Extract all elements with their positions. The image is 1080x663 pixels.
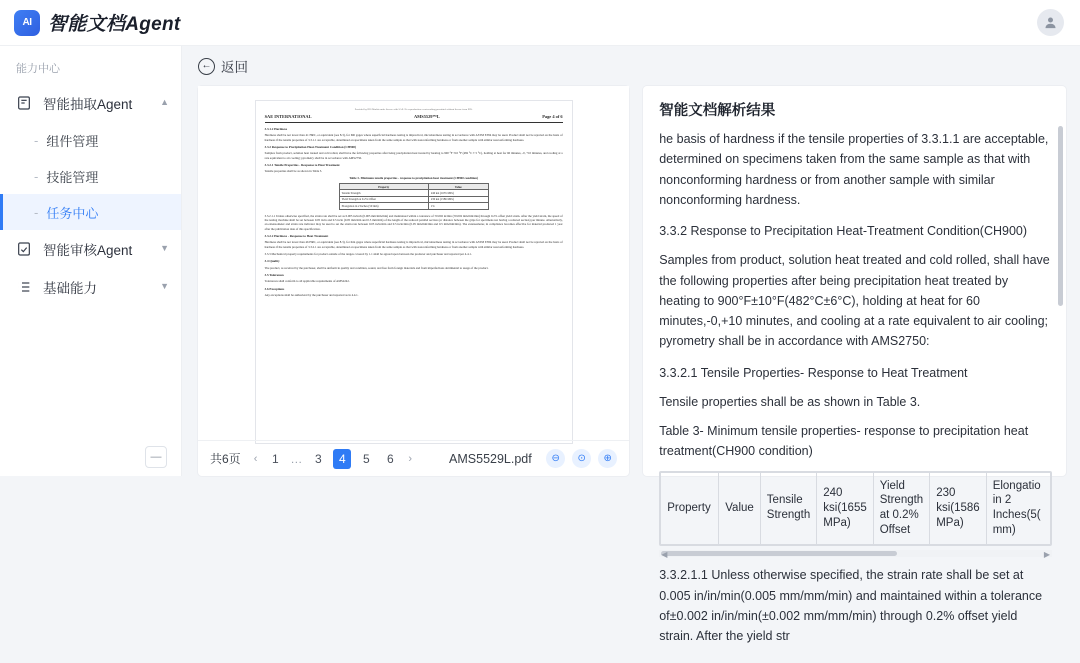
chevron-down-icon: ▼ [160,281,169,291]
document-extract-icon [16,95,34,111]
pdf-paragraph: Hardness shall be not lower than 41 HRC, or equivalent (see 8.3), for Mil gages where superficial hardness testing is impractical, microhardness testing in accordance with ASTM E384 may be used. Product shall not be rejected on the basis of hardness if the tensile properties of 3.3.1.1 are acceptable, determined on specimens taken from the same sample as that with nonconforming hardness or from another sample with similar nonconforming hardness. [264,133,563,142]
table-cell: Yield Strength at 0.2% Offset [339,196,428,202]
document-viewer [198,86,629,476]
app-header [0,0,1080,46]
sidebar-subitem-component-mgmt[interactable] [0,122,181,158]
sidebar-item-base-capability[interactable] [0,268,181,306]
pdf-top-note: Provided by IHS Markit under license with SAE. No reproduction or networking permitted without license from IHS. [354,108,473,111]
pdf-heading: 3.3.2 Response to Precipitation Heat-Treatment Condition (CH900) [264,144,356,149]
pdf-header-right: Page 4 of 6 [542,113,563,119]
page-number-1[interactable]: 1 [272,451,279,466]
result-table [660,472,1051,546]
pdf-heading: 3.3.1.2 Hardness [264,127,288,131]
page-number-3[interactable]: 3 [315,451,322,466]
result-paragraph: 3.3.2.1.1 Unless otherwise specified, the strain rate shall be set at 0.005 in/in/min(0.005 mm/mm/min) and maintained within a tolerance of±0.002 in/in/min(±0.002 mm/mm/min) through 0.2% offset yield strain. After the yield str [659,568,1043,643]
pdf-paragraph: Hardness shall be not lower than 46 HRC, or equivalent (see 8.3), for thin gages where superficial hardness testing is impractical, microhardness testing in accordance with ASTM E384 may be used. Product shall not be rejected on the basis of hardness if the tensile properties of 3.3.2.1 are acceptable, determined on specimens taken from the same sample as that with nonconforming hardness or from another sample with similar nonconforming hardness. [264,240,563,249]
back-button-label: 返回 [221,60,248,75]
pdf-heading: 3.3.2.1 Tensile Properties - Response to Heat Treatment [264,162,340,167]
parse-result-title: 智能文档解析结果 [659,103,776,119]
arrow-left-circle-icon: ← [198,58,215,75]
pdf-page-area[interactable] [198,86,629,440]
table-cell: 240 ksi(1655 MPa) [817,472,873,545]
sidebar [0,46,182,476]
parse-result-panel [643,86,1066,643]
table-cell: Tensile Strength [339,190,428,196]
table-row [661,472,1051,545]
zoom-out-icon[interactable]: ⊖ [546,449,565,468]
table-cell: Elongatio in 2 Inches(5( mm) [986,472,1050,545]
pdf-paragraph: The product, as received by the purchaser, shall be uniform in quality and condition, sound, and free from foreign materials and from imperfections detrimental to usage of the product. [264,265,489,270]
table-cell: Yield Strength at 0.2% Offset [873,472,929,545]
pdf-running-header [265,114,563,123]
sidebar-collapse-button[interactable]: — [145,446,167,468]
main-content [182,46,1080,643]
table-cell: Property [661,472,719,545]
scroll-right-icon[interactable]: ▶ [1043,550,1050,560]
bullet-dash-icon: - [34,132,39,148]
table-cell: 1% [428,203,488,209]
table-cell: Tensile Strength [760,472,816,545]
pdf-paragraph: 3.3.3 Mechanical property requirements for product outside of the ranges covered by 1.1 shall be agreed upon between the producer and purchaser and reported per 4.4.1. [264,252,472,257]
pdf-table [339,183,489,210]
table-header-cell: Value [428,183,488,189]
result-paragraph: 3.3.2.1 Tensile Properties- Response to Heat Treatment [659,365,968,380]
panels [182,86,1080,643]
sidebar-subitem-skill-mgmt[interactable] [0,158,181,194]
pdf-paragraph: 3.3.2.1.1 Unless otherwise specified, the strain rate shall be set as 0.005 in/inch (0.005 mm/mm/min) and maintained within a tolerance of ±0.002 in/min (±0.002 mm/mm/min) through 0.2% offset yield strain. After the yield strain, the speed of the testing machine shall be set between 0.05 in/in and 0.5 in/in (0.05 mm/mm and 0.5 mm/mm) of the length of the reduced parallel section (or distance between the grips for specimens not having a reduced section) per minute. Alternatively, an extensometer and strain rate indicator may be used to set the strain rate between 0.05 in/in/min and 0.5 in/in/min (0.05 mm/mm/min and 0.5 mm/mm/min). The extensometer, in compliance becomes effective for material produced 1 year after the publication date of this specification. [264,213,563,231]
sidebar-subitem-label: 任务中心 [46,205,99,221]
page-number-5[interactable]: 5 [363,451,370,466]
app-body [0,46,1080,643]
table-cell: 230 ksi (1586 MPa) [428,196,488,202]
bullet-dash-icon: - [34,168,39,184]
pdf-table-caption: Table 3- Minimum tensile properties - response to precipitation heat treatment (CH900 condition) [349,176,478,181]
pdf-heading: 3.3.2.2 Hardness - Response to Heat Treatment [264,234,329,239]
pdf-header-mid: AMS5529™L [413,113,440,119]
scrollbar-thumb[interactable] [661,551,897,556]
app-title: 智能文档Agent [48,14,181,35]
base-capability-icon [16,279,34,295]
pdf-paragraph: Samples from product, solution heat treated and cold rolled, shall have the following properties after being precipitation heat treated by heating to 900 °F ±10 °F (482 °C ± 5 °C), holding at heat for 60 minutes, -0, +10 minutes, and cooling at a rate equivalent to air cooling; pyrometry shall be in accordance with AMS2750. [264,151,563,160]
zoom-reset-icon[interactable]: ⊙ [572,449,591,468]
table-row [339,203,488,209]
user-icon [1043,15,1058,30]
pdf-heading: 3.5 Tolerances [264,273,284,278]
chevron-down-icon: ▼ [160,243,169,253]
result-paragraph: he basis of hardness if the tensile properties of 3.3.1.1 are acceptable, determined on specimens taken from the same sample as that with nonconforming hardness or from another sample with similar nonconforming hardness. [659,132,1049,207]
review-icon [16,241,34,257]
table-header-cell: Property [339,183,428,189]
table-cell: 240 ksi (1655 MPa) [428,190,488,196]
chevron-up-icon: ▲ [160,97,169,107]
sidebar-caption: 能力中心 [16,63,60,75]
sidebar-item-label: 基础能力 [43,281,97,296]
scroll-left-icon[interactable]: ◀ [661,550,668,560]
pdf-paragraph: Any exceptions shall be authorized by the purchaser and reported as in 4.4.1. [264,292,359,297]
result-table-horizontal-scrollbar[interactable] [659,550,1052,560]
result-vertical-scrollbar[interactable] [1058,126,1063,306]
zoom-in-icon[interactable]: ⊕ [598,449,617,468]
prev-page-button[interactable]: ‹ [253,452,258,465]
parse-result-body[interactable] [643,129,1066,663]
pdf-header-left: SAE INTERNATIONAL [264,113,312,119]
sidebar-item-label: 智能审核Agent [43,243,133,258]
table-cell: 230 ksi(1586 MPa) [930,472,986,545]
pdf-paragraph: Tolerances shall conform to all applicable requirements of AMS2242. [264,279,350,284]
pdf-paragraph: Tensile properties shall be as shown in Table 3. [264,169,323,174]
page-ellipsis: … [290,451,304,466]
page-number-6[interactable]: 6 [387,451,394,466]
pdf-heading: 3.6 Exceptions [264,286,285,291]
sidebar-item-label: 智能抽取Agent [43,97,133,112]
bullet-dash-icon: - [34,204,39,220]
pdf-file-name: AMS5529L.pdf [449,451,532,466]
result-paragraph: 3.3.2 Response to Precipitation Heat-Treatment Condition(CH900) [659,224,1028,238]
toolbar [182,46,1080,86]
sidebar-subitem-task-center[interactable] [0,194,181,230]
user-avatar[interactable] [1037,9,1064,36]
next-page-button[interactable]: › [408,452,413,465]
sidebar-item-extract-agent[interactable] [0,84,181,122]
sidebar-subitem-label: 技能管理 [46,169,99,185]
result-paragraph: Samples from product, solution heat treated and cold rolled, shall have the following properties after being precipitation heat treated by heating to 900°F±10°F(482°C±6°C), holding at heat for 60 minutes,-0,+10 minutes, and cooling at a rate equivalent to air cooling; pyrometry shall be in accordance with AMS2750: [659,253,1050,349]
page-number-4[interactable]: 4 [333,449,351,469]
table-cell: Elongation in 2 Inches (50 mm) [339,203,428,209]
sidebar-subitem-label: 组件管理 [46,133,99,149]
pdf-page [255,100,573,444]
pdf-zoom-controls [546,449,617,468]
table-cell: Value [719,472,761,545]
app-logo-icon: AI [14,10,40,36]
pdf-heading: 3.4 Quality [264,259,280,264]
result-table-wrapper[interactable] [659,471,1052,547]
sidebar-item-review-agent[interactable] [0,230,181,268]
page-total-label: 共6页 [210,452,241,466]
back-button[interactable] [198,56,248,76]
result-paragraph: Tensile properties shall be as shown in Table 3. [659,394,921,409]
result-paragraph: Table 3- Minimum tensile properties- response to precipitation heat treatment(CH900 condition) [659,424,1029,459]
pdf-pager [198,440,629,476]
